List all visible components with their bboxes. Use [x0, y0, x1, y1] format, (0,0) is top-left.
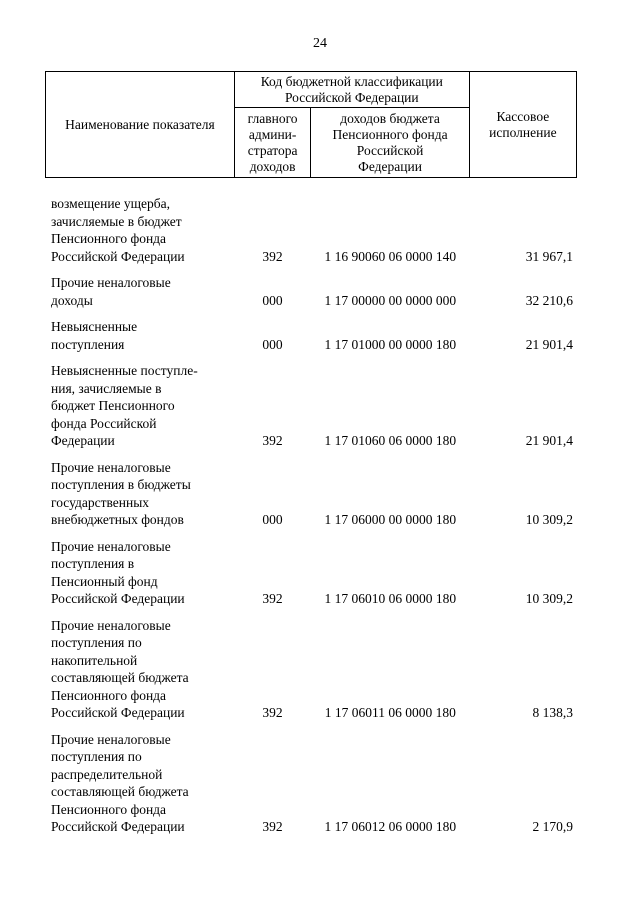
data-table: [45, 195, 577, 845]
header-code-group: Код бюджетной классификации Российской Федерации: [234, 72, 469, 108]
table-row: [45, 617, 577, 731]
row-admin-code: 000: [262, 512, 283, 527]
page-number: 24: [313, 36, 327, 51]
table-row: [45, 362, 577, 459]
header-name-column: Наименование показателя: [46, 72, 235, 178]
header-income-code-column: доходов бюджета Пенсионного фонда Российской Федерации: [311, 108, 469, 178]
row-name: Прочие неналоговые поступления в Пенсионный фонд Российской Федерации: [51, 538, 185, 606]
row-name: Прочие неналоговые поступления в бюджеты государственных внебюджетных фондов: [51, 459, 191, 527]
row-amount: 10 309,2: [525, 591, 573, 606]
row-amount: 2 170,9: [532, 819, 573, 834]
row-name: Прочие неналоговые доходы: [51, 275, 171, 308]
row-name: Прочие неналоговые поступления по накопительной составляющей бюджета Пенсионного фонда Российской Федерации: [51, 617, 189, 720]
table-row: [45, 195, 577, 274]
row-name: возмещение ущерба, зачисляемые в бюджет Пенсионного фонда Российской Федерации: [51, 196, 185, 264]
row-admin-code: 392: [262, 705, 283, 720]
row-admin-code: 392: [262, 591, 283, 606]
row-amount: 10 309,2: [525, 512, 573, 527]
table-row: [45, 274, 577, 318]
row-amount: 32 210,6: [525, 292, 573, 308]
header-admin-column: главного админи- стратора доходов: [234, 108, 311, 178]
row-name: Прочие неналоговые поступления по распределительной составляющей бюджета Пенсионного фонда Российской Федерации: [51, 731, 189, 834]
row-amount: 21 901,4: [525, 433, 573, 448]
row-admin-code: 392: [262, 819, 283, 834]
row-admin-code: 392: [262, 433, 283, 448]
row-income-code: 1 17 06011 06 0000 180: [324, 705, 456, 720]
row-income-code: 1 17 01060 06 0000 180: [324, 433, 457, 448]
row-amount: 8 138,3: [532, 705, 573, 720]
table-row: [45, 731, 577, 845]
row-amount: 21 901,4: [525, 336, 573, 352]
table-header: [45, 71, 577, 178]
table-row: [45, 538, 577, 617]
row-admin-code: 000: [262, 292, 283, 308]
header-amount-column: Кассовое исполнение: [469, 72, 576, 178]
row-amount: 31 967,1: [525, 248, 573, 264]
row-income-code: 1 17 01000 00 0000 180: [324, 336, 457, 352]
table-row: [45, 459, 577, 538]
row-income-code: 1 17 06000 00 0000 180: [324, 512, 457, 527]
row-name: Невыясненные поступле- ния, зачисляемые в бюджет Пенсионного фонда Российской Федерации: [51, 363, 198, 448]
table-row: [45, 318, 577, 362]
row-income-code: 1 16 90060 06 0000 140: [324, 248, 457, 264]
row-admin-code: 000: [262, 336, 283, 352]
row-income-code: 1 17 06010 06 0000 180: [324, 591, 457, 606]
row-income-code: 1 17 00000 00 0000 000: [324, 292, 457, 308]
row-income-code: 1 17 06012 06 0000 180: [324, 819, 457, 834]
row-name: Невыясненные поступления: [51, 319, 138, 352]
row-admin-code: 392: [262, 248, 283, 264]
